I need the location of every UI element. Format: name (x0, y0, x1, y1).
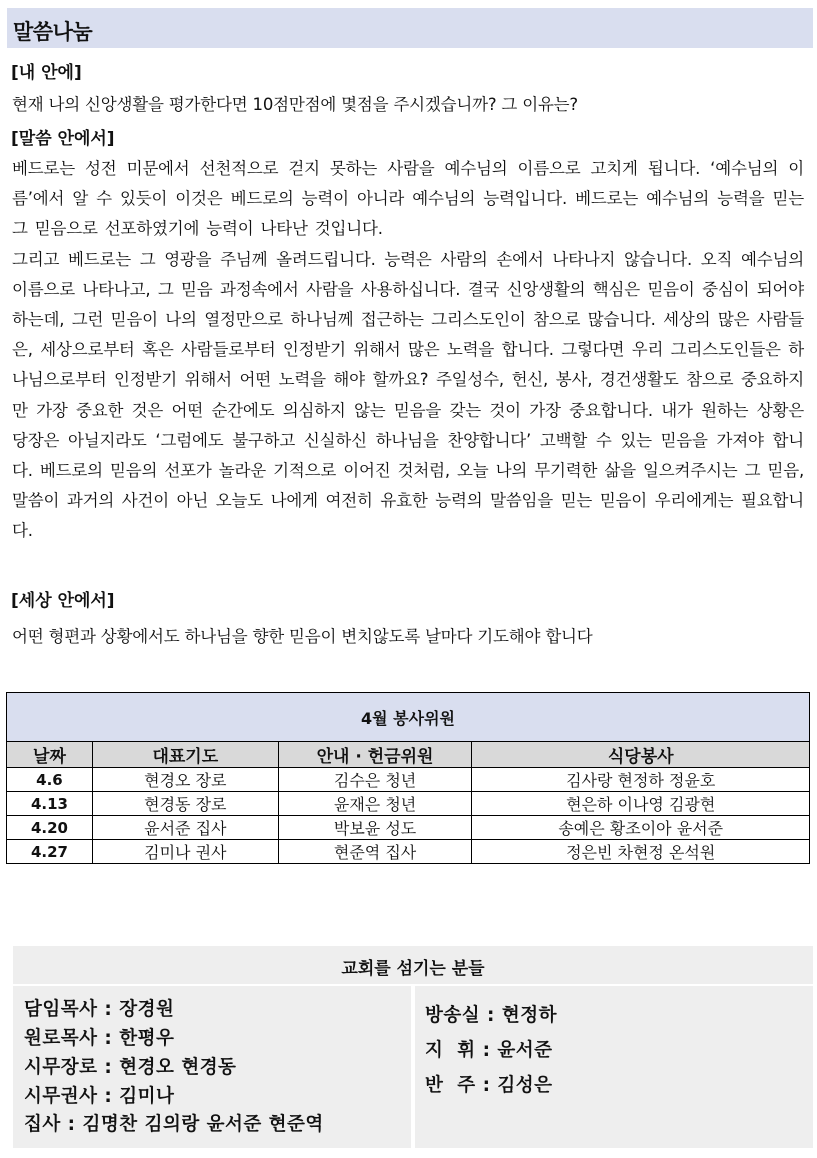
servant-line: 반 주 : 김성은 (425, 1075, 553, 1096)
usher-cell: 현준역 집사 (278, 840, 472, 864)
usher-cell: 윤재은 청년 (278, 792, 472, 816)
servant-line: 지 휘 : 윤서준 (425, 1040, 553, 1061)
usher-cell: 김수은 청년 (278, 768, 472, 792)
kitchen-cell: 김사랑 현정하 정윤호 (472, 768, 810, 792)
date-cell: 4.13 (7, 792, 93, 816)
prayer-cell: 김미나 권사 (92, 840, 278, 864)
servants-title: 교회를 섬기는 분들 (341, 959, 485, 979)
date-cell: 4.20 (7, 816, 93, 840)
column-header: 대표기도 (92, 742, 278, 768)
date-cell: 4.27 (7, 840, 93, 864)
word-paragraph-1: 베드로는 성전 미문에서 선천적으로 걷지 못하는 사람을 예수님의 이름으로 고치게 됩니다. ‘예수님의 이름’에서 알 수 있듯이 이것은 베드로의 능력이 아니라 예수님의 능력입니다. 베드로는 예수님의 능력을 믿는 그 믿음으로 선포하였기에 능력이 나타난 것입니다. (12, 159, 804, 239)
kitchen-cell: 송예은 황조이아 윤서준 (472, 816, 810, 840)
servant-line: 담임목사 : 장경원 (24, 999, 175, 1020)
kitchen-cell: 정은빈 차현정 온석원 (472, 840, 810, 864)
table-row (7, 792, 810, 816)
servant-line: 시무권사 : 김미나 (24, 1086, 175, 1107)
prayer-cell: 현경오 장로 (92, 768, 278, 792)
servants-right-box (415, 986, 813, 1148)
prayer-cell: 윤서준 집사 (92, 816, 278, 840)
servant-line: 집사 : 김명찬 김의랑 윤서준 현준역 (24, 1114, 324, 1135)
servant-line: 방송실 : 현정하 (425, 1005, 558, 1026)
servant-line: 시무장로 : 현경오 현경동 (24, 1057, 237, 1078)
word-body (12, 154, 804, 547)
column-header: 날짜 (7, 742, 93, 768)
word-paragraph-2: 그리고 베드로는 그 영광을 주님께 올려드립니다. 능력은 사람의 손에서 나타나지 않습니다. 오직 예수님의 이름으로 나타나고, 그 믿음 과정속에서 사람을 사용하십니다. 결국 신앙생활의 핵심은 믿음이 중심이 되어야 하는데, 그런 믿음이 나의 열정만으로 하나님께 접근하는 그리스도인이 참으로 많습니다. 세상의 많은 사람들은, 세상으로부터 혹은 사람들로부터 인정받기 위해서 많은 노력을 합니다. 그렇다면 우리 그리스도인들은 하나님으로부터 인정받기 위해서 어떤 노력을 해야 할까요? 주일성수, 헌신, 봉사, 경건생활도 참으로 중요하지만 가장 중요한 것은 어떤 순간에도 의심하지 않는 믿음을 갖는 것이 가장 중요합니다. 내가 원하는 상황은 당장은 아닐지라도 ‘그럼에도 불구하고 신실하신 하나님을 찬양합니다’ 고백할 수 있는 믿음을 가져야 합니다. 베드로의 믿음의 선포가 놀라운 기적으로 이어진 것처럼, 오늘 나의 무기력한 삶을 일으켜주시는 그 믿음, 말씀이 과거의 사건이 아닌 오늘도 나에게 여전히 유효한 능력의 말씀임을 믿는 믿음이 우리에게는 필요합니다. (12, 249, 804, 541)
kitchen-cell: 현은하 이나영 김광현 (472, 792, 810, 816)
servants-header (13, 946, 813, 984)
column-header: 식당봉사 (472, 742, 810, 768)
prayer-cell: 현경동 장로 (92, 792, 278, 816)
volunteers-table (6, 692, 810, 864)
table-row (7, 816, 810, 840)
usher-cell: 박보윤 성도 (278, 816, 472, 840)
page-title: 말씀나눔 (13, 20, 93, 44)
inner-question: 현재 나의 신앙생활을 평가한다면 10점만점에 몇점을 주시겠습니까? 그 이유는? (12, 95, 578, 114)
table-header-row (7, 742, 810, 768)
world-section-label: [세상 안에서] (11, 591, 115, 611)
servant-line: 원로목사 : 한평우 (24, 1028, 175, 1049)
inner-section-label: [내 안에] (11, 63, 82, 83)
world-text: 어떤 형편과 상황에서도 하나님을 향한 믿음이 변치않도록 날마다 기도해야 합니다 (12, 627, 593, 646)
volunteers-title: 4월 봉사위원 (7, 693, 810, 742)
servants-left-box (13, 986, 411, 1148)
column-header: 안내 · 헌금위원 (278, 742, 472, 768)
section-title-bar (7, 8, 813, 48)
table-row (7, 840, 810, 864)
table-row (7, 768, 810, 792)
date-cell: 4.6 (7, 768, 93, 792)
word-section-label: [말씀 안에서] (11, 129, 115, 149)
